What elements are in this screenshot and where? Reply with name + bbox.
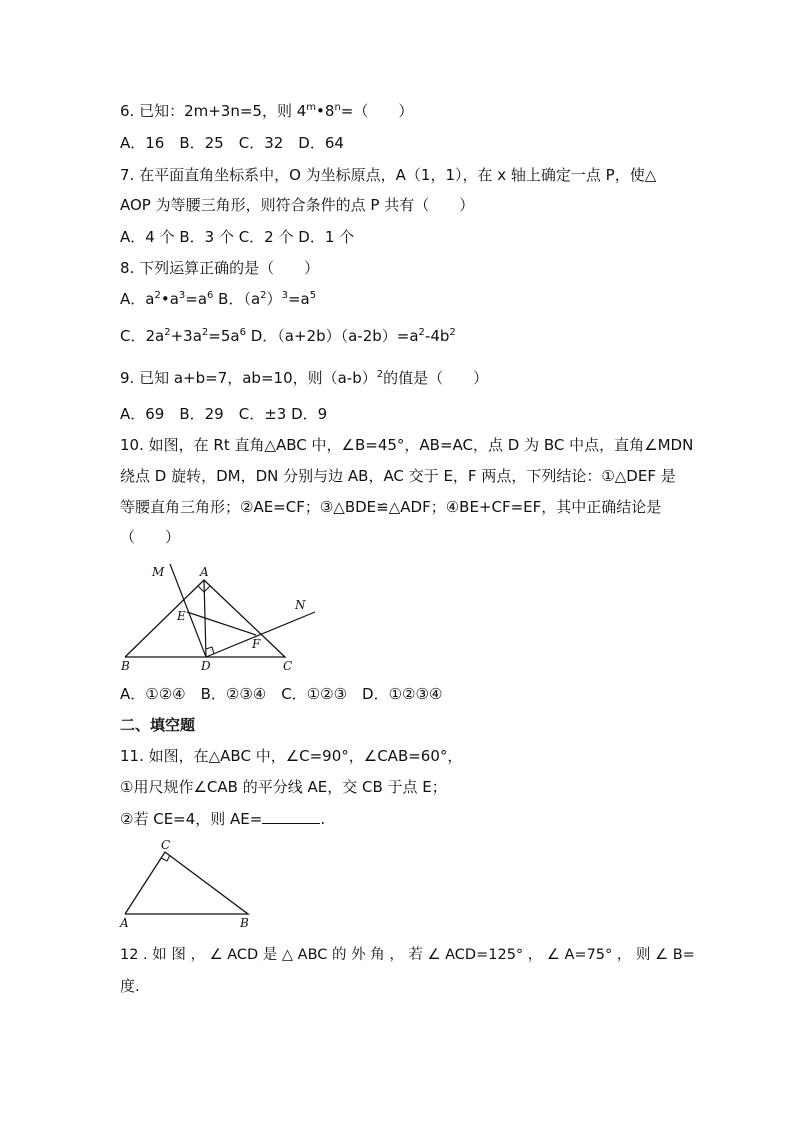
right-angle-d: [206, 647, 214, 654]
q6-stem: [120, 101, 413, 121]
label-b: B: [121, 659, 130, 673]
q10-stem-line2: 绕点 D 旋转，DM，DN 分别与边 AB，AC 交于 E，F 两点，下列结论：①△DEF 是: [120, 467, 676, 485]
sup: 6: [207, 290, 214, 301]
label-b: B: [240, 916, 249, 930]
q9-options: A．69 B．29 C．±3 D．9: [120, 405, 328, 423]
sup: 3: [178, 290, 186, 301]
text: 9. 已知 a+b=7，ab=10，则（a-b）: [120, 369, 377, 387]
sup: 2: [164, 327, 171, 338]
ray-dn: [206, 612, 315, 657]
q11-stem-line3: [120, 809, 325, 829]
label-n: N: [295, 598, 306, 612]
q6-exponent-m: m: [306, 102, 317, 113]
text: .: [320, 810, 326, 828]
q8-opt-c: C．2a: [120, 327, 165, 345]
segment-ef: [187, 612, 256, 635]
q6-stem-text-end: =（ ）: [340, 102, 414, 120]
q7-stem-line2: AOP 为等腰三角形，则符合条件的点 P 共有（ ）: [120, 196, 475, 214]
q8-opt-b: B．（a: [213, 290, 261, 308]
text: =a: [287, 290, 310, 308]
sup: 2: [449, 327, 456, 338]
q8-opt-a: A．a: [120, 290, 155, 308]
q12-stem-line2: 度.: [120, 977, 140, 995]
q6-options: A．16 B．25 C．32 D．64: [120, 134, 344, 152]
q8-stem: 8. 下列运算正确的是（ ）: [120, 259, 320, 277]
q10-options: A．①②④ B．②③④ C．①②③ D．①②③④: [120, 685, 443, 703]
q8-options-ab: [120, 289, 316, 309]
text: +3a: [170, 327, 202, 345]
sup: 2: [376, 369, 384, 380]
sup: 2: [260, 290, 267, 301]
label-a: A: [120, 916, 129, 930]
label-c: C: [161, 838, 171, 852]
text: =5a: [208, 327, 240, 345]
q11-stem-line1: 11. 如图，在△ABC 中，∠C=90°，∠CAB=60°，: [120, 747, 463, 765]
q6-stem-text-mid: •8: [316, 102, 335, 120]
q6-stem-text: 6. 已知：2m+3n=5，则 4: [120, 102, 307, 120]
q10-stem-line4: （ ）: [120, 528, 181, 546]
q10-stem-line3: 等腰直角三角形；②AE=CF；③△BDE≌△ADF；④BE+CF=EF，其中正确结论是: [120, 498, 662, 516]
sup: 2: [201, 327, 209, 338]
q10-figure: [115, 560, 325, 675]
q12-stem-line1: 12 . 如 图 ， ∠ ACD 是 △ ABC 的 外 角 ， 若 ∠ ACD=125° ， ∠ A=75° ， 则 ∠ B=: [120, 947, 695, 963]
text: •a: [160, 290, 179, 308]
sup: 2: [418, 327, 425, 338]
sup: 6: [239, 327, 246, 338]
q9-stem: [120, 368, 488, 388]
text: ②若 CE=4，则 AE=: [120, 810, 263, 828]
q8-options-cd: [120, 326, 456, 346]
text: =a: [185, 290, 208, 308]
label-m: M: [152, 565, 165, 579]
answer-blank[interactable]: [262, 809, 320, 824]
q11-stem-line2: ①用尺规作∠CAB 的平分线 AE，交 CB 于点 E；: [120, 778, 447, 796]
label-f: F: [252, 637, 261, 651]
text: -4b: [424, 327, 450, 345]
q7-stem-line1: 7. 在平面直角坐标系中，O 为坐标原点，A（1，1），在 x 轴上确定一点 P，使△: [120, 166, 657, 184]
sup: 5: [309, 290, 317, 301]
triangle-abc: [125, 852, 248, 914]
label-e: E: [177, 609, 186, 623]
label-d: D: [201, 659, 211, 673]
q7-options: A．4 个 B．3 个 C．2 个 D．1 个: [120, 228, 355, 246]
q8-opt-d: D．（a+2b）（a-2b）=a: [245, 327, 419, 345]
q6-exponent-n: n: [334, 102, 341, 113]
q11-figure: [115, 838, 265, 933]
text: ）: [266, 290, 282, 308]
section-title: 二、填空题: [120, 716, 196, 734]
label-a: A: [200, 565, 209, 579]
q10-stem-line1: 10. 如图，在 Rt 直角△ABC 中，∠B=45°，AB=AC，点 D 为 BC 中点，直角∠MDN: [120, 436, 694, 454]
sup: 3: [281, 290, 288, 301]
label-c: C: [283, 659, 293, 673]
text: 的值是（ ）: [383, 369, 489, 387]
sup: 2: [154, 290, 161, 301]
